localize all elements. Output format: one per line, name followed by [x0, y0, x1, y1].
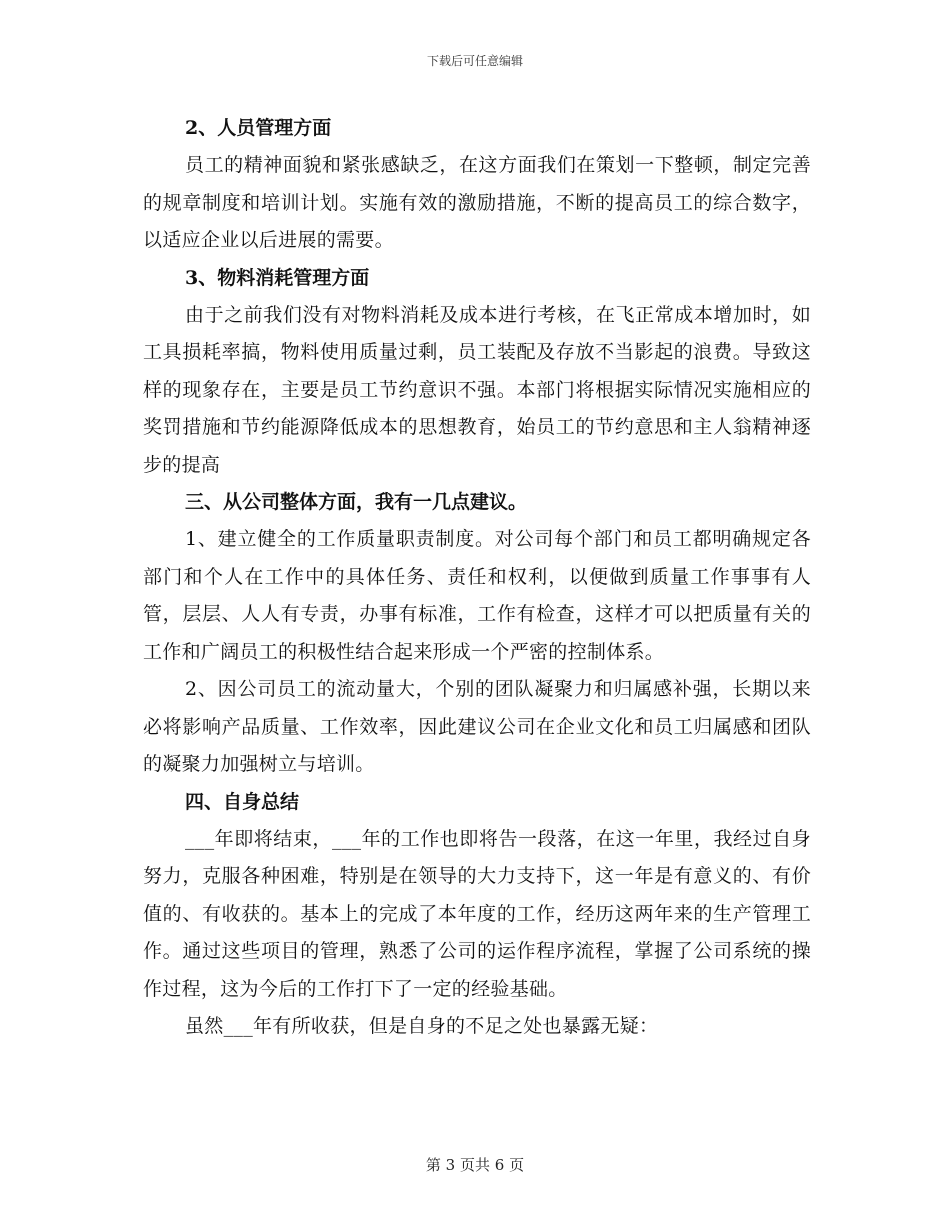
paragraph-suggestion-2: 2、因公司员工的流动量大，个别的团队凝聚力和归属感补强，长期以来必将影响产品质量、工作效率，因此建议公司在企业文化和员工归属感和团队的凝聚力加强树立与培训。 [143, 678, 811, 775]
paragraph-materials: 由于之前我们没有对物料消耗及成本进行考核，在飞正常成本增加时，如工具损耗率搞，物料使用质量过剩，员工装配及存放不当影起的浪费。导致这样的现象存在，主要是员工节约意识不强。本部门将根据实际情况实施相应的奖罚措施和节约能源降低成本的思想教育，始员工的节约意思和主人翁精神逐步的提高 [143, 303, 811, 476]
header-note: 下载后可任意编辑 [426, 54, 523, 68]
paragraph-shortcomings: 虽然___年有所收获，但是自身的不足之处也暴露无疑： [185, 1015, 659, 1037]
page-indicator: 第 3 页共 6 页 [425, 1156, 525, 1174]
paragraph-suggestion-1: 1、建立健全的工作质量职责制度。对公司每个部门和员工都明确规定各部门和个人在工作中的具体任务、责任和权利，以便做到质量工作事事有人管，层层、人人有专责，办事有标准，工作有检查，这样才可以把质量有关的工作和广阔员工的积极性结合起来形成一个严密的控制体系。 [143, 528, 811, 663]
section-heading-self-summary: 四、自身总结 [185, 790, 300, 813]
paragraph-self-summary: ___年即将结束，___年的工作也即将告一段落，在这一年里，我经过自身努力，克服各种困难，特别是在领导的大力支持下，这一年是有意义的、有价值的、有收获的。基本上的完成了本年度的工作，经历这两年来的生产管理工作。通过这些项目的管理，熟悉了公司的运作程序流程，掌握了公司系统的操作过程，这为今后的工作打下了一定的经验基础。 [143, 827, 811, 1000]
paragraph-personnel: 员工的精神面貌和紧张感缺乏，在这方面我们在策划一下整顿，制定完善的规章制度和培训计划。实施有效的激励措施，不断的提高员工的综合数字，以适应企业以后进展的需要。 [143, 154, 811, 251]
section-heading-personnel: 2、人员管理方面 [185, 117, 332, 139]
section-heading-suggestions: 三、从公司整体方面，我有一几点建议。 [185, 491, 528, 513]
section-heading-materials: 3、物料消耗管理方面 [185, 266, 370, 289]
document-body [143, 110, 811, 1046]
